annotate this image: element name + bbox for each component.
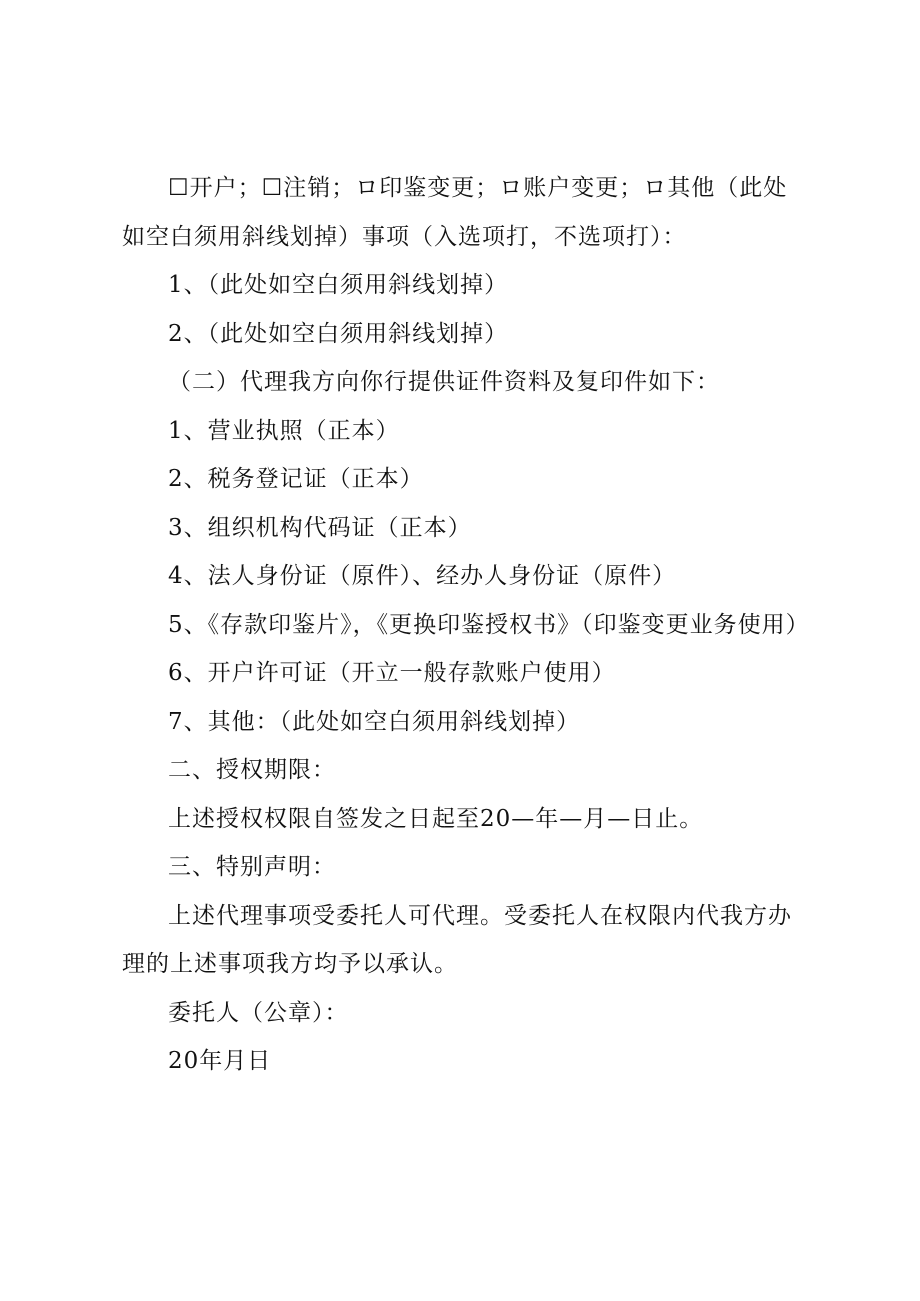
document-item-7: 7、其他：（此处如空白须用斜线划掉） — [168, 708, 581, 735]
document-body — [122, 164, 810, 1086]
principal-seal-line: 委托人（公章）： — [168, 999, 349, 1026]
section-special-statement-heading: 三、特别声明： — [168, 854, 336, 880]
section-authorization-period-heading: 二、授权期限： — [168, 757, 336, 783]
document-item-4: 4、法人身份证（原件）、经办人身份证（原件） — [168, 563, 677, 589]
matters-checklist-paragraph: ☐开户；☐注销；ロ印鉴变更；ロ账户变更；ロ其他（此处如空白须用斜线划掉）事项（入选项打，不选项打）： — [122, 175, 788, 250]
matter-item-2: 2、（此处如空白须用斜线划掉） — [168, 320, 509, 347]
signature-date-line: 20年月日 — [168, 1048, 272, 1074]
document-item-5: 5、《存款印鉴片》，《更换印鉴授权书》（印鉴变更业务使用） — [168, 611, 810, 638]
document-item-1: 1、营业执照（正本） — [168, 417, 400, 444]
document-item-2: 2、税务登记证（正本） — [168, 466, 424, 492]
document-item-6: 6、开户许可证（开立一般存款账户使用） — [168, 660, 616, 686]
section-documents-heading: （二）代理我方向你行提供证件资料及复印件如下： — [168, 369, 720, 395]
matter-item-1: 1、（此处如空白须用斜线划掉） — [168, 272, 509, 298]
special-statement-text: 上述代理事项受委托人可代理。受委托人在权限内代我方办理的上述事项我方均予以承认。 — [122, 902, 792, 977]
authorization-period-text: 上述授权权限自签发之日起至20—年—月—日止。 — [168, 805, 704, 832]
document-item-3: 3、组织机构代码证（正本） — [168, 514, 472, 541]
